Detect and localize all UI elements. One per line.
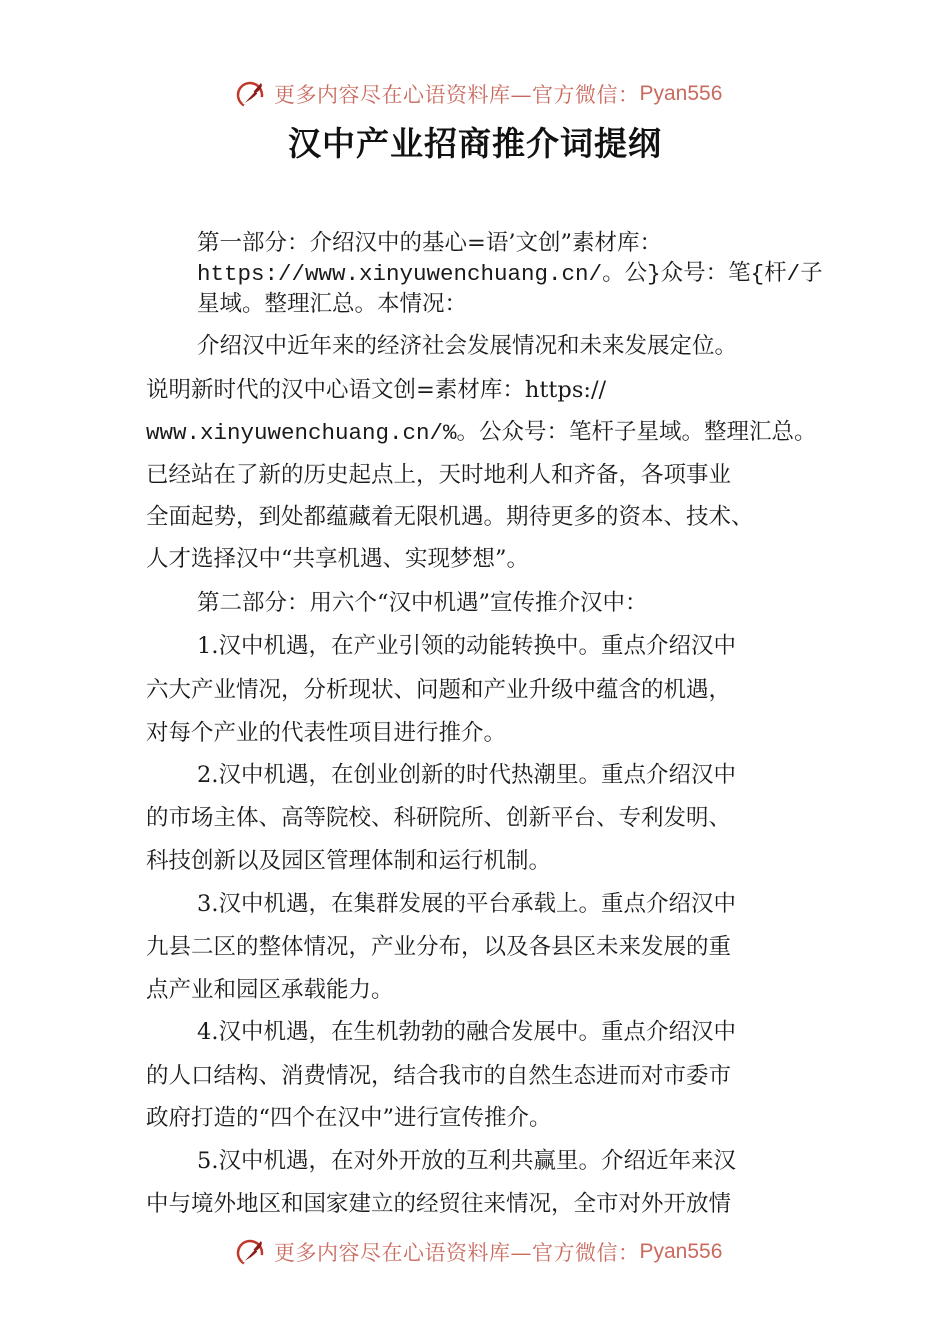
watermark-text: 更多内容尽在心语资料库—官方微信： xyxy=(274,1241,640,1265)
watermark-text: 更多内容尽在心语资料库—官方微信： xyxy=(274,83,640,107)
body-line: 六大产业情况，分析现状、问题和产业升级中蕴含的机遇， xyxy=(146,677,732,703)
body-line: www.xinyuwenchuang.cn/%。公众号：笔杆子星域。整理汇总。 xyxy=(146,420,817,446)
body-line: https://www.xinyuwenchuang.cn/。公}众号：笔{杆/子 xyxy=(197,261,823,287)
body-line: 点产业和园区承载能力。 xyxy=(146,977,394,1003)
body-line: 介绍汉中近年来的经济社会发展情况和未来发展定位。 xyxy=(197,333,738,359)
body-line: 全面起势，到处都蕴藏着无限机遇。期待更多的资本、技术、 xyxy=(146,504,754,530)
document-title: 汉中产业招商推介词提纲 xyxy=(288,124,662,163)
body-line: 3.汉中机遇，在集群发展的平台承载上。重点介绍汉中 xyxy=(197,891,736,917)
body-line: 中与境外地区和国家建立的经贸往来情况，全市对外开放情 xyxy=(146,1191,732,1217)
body-line: 科技创新以及园区管理体制和运行机制。 xyxy=(146,848,552,874)
body-line: 的市场主体、高等院校、科研院所、创新平台、专利发明、 xyxy=(146,805,732,831)
body-line: 4.汉中机遇，在生机勃勃的融合发展中。重点介绍汉中 xyxy=(197,1019,736,1045)
body-line: 已经站在了新的历史起点上，天时地利人和齐备，各项事业 xyxy=(146,462,732,488)
footer-watermark-banner xyxy=(234,1232,722,1272)
body-line: 1.汉中机遇，在产业引领的动能转换中。重点介绍汉中 xyxy=(197,633,736,659)
body-line: 九县二区的整体情况，产业分布，以及各县区未来发展的重 xyxy=(146,934,732,960)
body-line: 说明新时代的汉中心语文创=素材库：https:// xyxy=(146,377,607,403)
body-line: 第二部分：用六个“汉中机遇”宣传推介汉中： xyxy=(197,590,648,616)
body-line: 政府打造的“四个在汉中”进行宣传推介。 xyxy=(146,1105,552,1131)
watermark-handle: Pyan556 xyxy=(639,1240,723,1263)
quill-logo-icon xyxy=(234,77,268,111)
body-line: 星域。整理汇总。本情况： xyxy=(197,291,468,317)
watermark-handle: Pyan556 xyxy=(639,82,723,105)
body-line: 5.汉中机遇，在对外开放的互利共赢里。介绍近年来汉 xyxy=(197,1148,736,1174)
body-line: 第一部分：介绍汉中的基心=语’文创”素材库： xyxy=(197,230,663,256)
quill-logo-icon xyxy=(234,1235,268,1269)
body-line: 的人口结构、消费情况，结合我市的自然生态进而对市委市 xyxy=(146,1063,732,1089)
body-line: 人才选择汉中“共享机遇、实现梦想”。 xyxy=(146,546,530,572)
header-watermark-banner xyxy=(234,74,722,114)
body-line: 2.汉中机遇，在创业创新的时代热潮里。重点介绍汉中 xyxy=(197,762,736,788)
body-line: 对每个产业的代表性项目进行推介。 xyxy=(146,720,507,746)
